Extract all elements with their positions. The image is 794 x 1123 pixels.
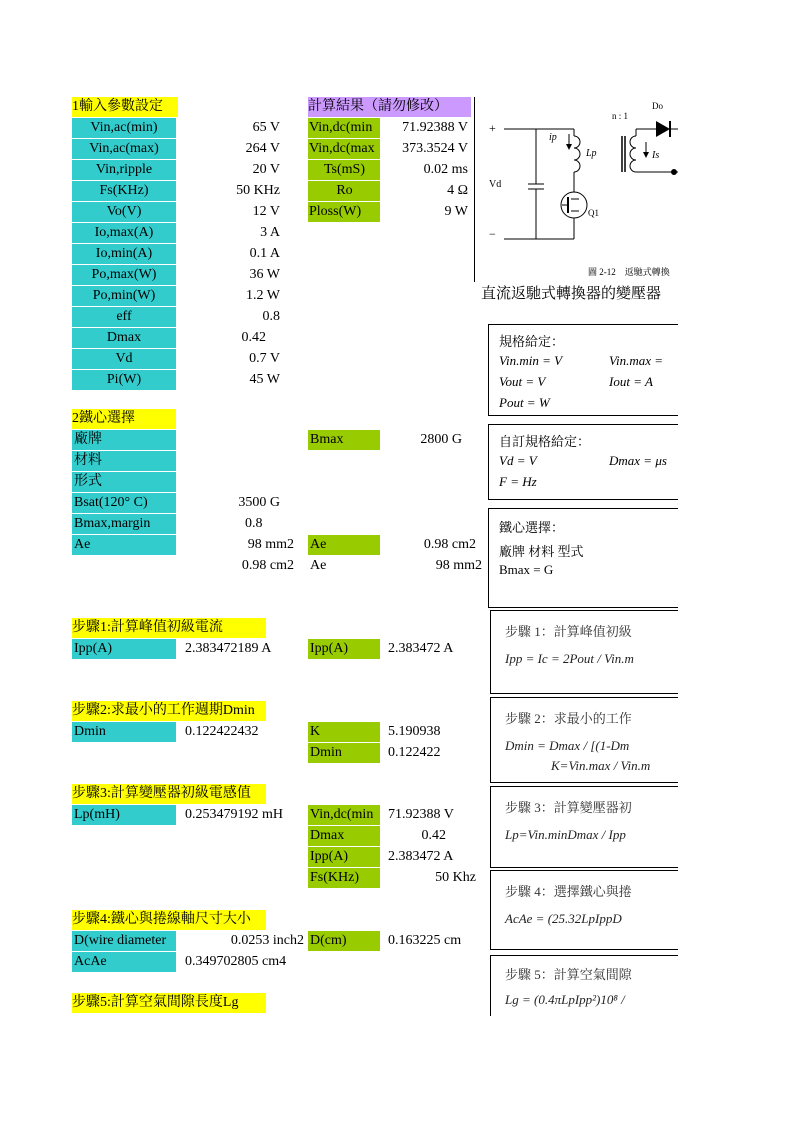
input-label: Po,max(W) xyxy=(72,265,176,285)
ip-label: ip xyxy=(549,132,557,143)
input-value[interactable]: 264 V xyxy=(245,141,280,156)
custom-spec-dmax: Dmax = μs xyxy=(609,453,667,468)
input-label: Vin,ac(min) xyxy=(72,118,176,138)
ae-value-cm2: 0.98 cm2 xyxy=(241,558,294,573)
dcm-label: D(cm) xyxy=(308,931,380,951)
bsat-value[interactable]: 3500 G xyxy=(238,495,280,510)
result-value: 373.3524 V xyxy=(402,141,468,156)
s3-vin-value: 71.92388 V xyxy=(388,807,454,822)
step5-formula: Lg = (0.4πLpIpp²)10⁸ / xyxy=(505,992,625,1007)
step5-formula-box xyxy=(490,955,690,1016)
step2-formula-head: 步驟 2：求最小的工作 xyxy=(505,711,632,726)
step2-title-text: 步驟2:求最小的工作週期Dmin xyxy=(72,703,255,718)
custom-spec-head: 自訂規格給定： xyxy=(499,434,591,449)
input-value[interactable]: 0.42 xyxy=(241,330,266,345)
result-value: 0.02 ms xyxy=(423,162,468,177)
input-label: Vo(V) xyxy=(72,202,176,222)
ratio-label: n : 1 xyxy=(612,111,629,121)
spec-box xyxy=(488,324,690,416)
bmax-label: Bmax xyxy=(308,430,380,450)
result-value: 4 Ω xyxy=(447,183,468,198)
core-select-box xyxy=(488,508,690,608)
result-label: Ro xyxy=(308,181,380,201)
ipp-label: Ipp(A) xyxy=(72,639,176,659)
section1-title: 1輸入參數設定 xyxy=(72,97,178,117)
custom-spec-box xyxy=(488,424,690,500)
input-label: Vd xyxy=(72,349,176,369)
dcm-value: 0.163225 cm xyxy=(388,933,462,948)
spec-vout: Vout = V xyxy=(499,374,546,389)
s3-ipp-label: Ipp(A) xyxy=(308,847,380,867)
figure-title: 直流返馳式轉換器的變壓器 xyxy=(481,286,662,302)
input-label: Po,min(W) xyxy=(72,286,176,306)
step3-formula: Lp=Vin.minDmax / Ipp xyxy=(505,827,626,842)
step3-title xyxy=(72,784,266,804)
step1-formula-head: 步驟 1：計算峰值初級 xyxy=(505,624,632,639)
flyback-circuit-diagram xyxy=(484,96,678,282)
material-label: 材料 xyxy=(72,451,176,471)
custom-spec-f: F = Hz xyxy=(499,474,537,489)
dmin-result-value: 0.122422 xyxy=(388,745,441,760)
step4-formula-head: 步驟 4：選擇鐵心與捲 xyxy=(505,884,632,899)
step4-formula-box xyxy=(490,870,690,950)
input-label: Pi(W) xyxy=(72,370,176,390)
custom-spec-vd: Vd = V xyxy=(499,453,537,468)
input-value[interactable]: 20 V xyxy=(252,162,280,177)
step3-formula-box xyxy=(490,786,690,868)
wire-diameter-value: 0.0253 inch2 xyxy=(230,933,304,948)
result-label: Ploss(W) xyxy=(308,202,380,222)
input-label: Vin,ac(max) xyxy=(72,139,176,159)
input-label: Io,min(A) xyxy=(72,244,176,264)
ae-result-label2: Ae xyxy=(310,558,327,573)
wire-diameter-label: D(wire diameter xyxy=(72,931,176,951)
acae-label: AcAe xyxy=(72,952,176,972)
step1-formula: Ipp = Ic = 2Pout / Vin.m xyxy=(505,651,634,666)
page-margin xyxy=(678,0,794,1123)
bmax-value: 2800 G xyxy=(420,432,462,447)
step4-title-text: 步驟4:鐵心與捲線軸尺寸大小 xyxy=(72,912,251,927)
dmin-value: 0.122422432 xyxy=(185,724,259,739)
vd-label: Vd xyxy=(489,179,502,190)
form-label: 形式 xyxy=(72,472,176,492)
dmin-label: Dmin xyxy=(72,722,176,742)
input-label: Dmax xyxy=(72,328,176,348)
input-value[interactable]: 12 V xyxy=(252,204,280,219)
section2-title: 2鐵心選擇 xyxy=(72,409,176,429)
step2-title xyxy=(72,701,266,721)
lp-label-fig: Lp xyxy=(586,148,597,159)
input-value[interactable]: 36 W xyxy=(249,267,280,282)
figure-caption: 圖 2-12 返馳式轉換 xyxy=(588,267,670,277)
input-label: Vin,ripple xyxy=(72,160,176,180)
s3-ipp-value: 2.383472 A xyxy=(388,849,454,864)
dmin-result-label: Dmin xyxy=(308,743,380,763)
result-label: Ts(mS) xyxy=(308,160,380,180)
step3-title-text: 步驟3:計算變壓器初級電感值 xyxy=(72,786,251,801)
spec-pout: Pout = W xyxy=(499,395,550,410)
result-label: Vin,dc(max xyxy=(308,139,380,159)
minus-sign: − xyxy=(489,227,496,241)
lp-value: 0.253479192 mH xyxy=(185,807,283,822)
input-value[interactable]: 0.8 xyxy=(262,309,280,324)
ae-result-value: 0.98 cm2 xyxy=(423,537,476,552)
ae-value-mm2[interactable]: 98 mm2 xyxy=(247,537,294,552)
core-select-row1: 廠牌 材料 型式 xyxy=(499,544,584,559)
q1-label: Q1 xyxy=(588,208,599,218)
input-value[interactable]: 1.2 W xyxy=(246,288,280,303)
step2-formula: Dmin = Dmax / [(1-Dm xyxy=(505,738,630,753)
input-value[interactable]: 65 V xyxy=(252,120,280,135)
step2-formula-box xyxy=(490,697,690,783)
k-value: 5.190938 xyxy=(388,724,441,739)
step4-formula: AcAe = (25.32LpIppD xyxy=(505,911,622,926)
ipp-result-value: 2.383472 A xyxy=(388,641,454,656)
bmax-margin-label: Bmax,margin xyxy=(72,514,176,534)
lp-label: Lp(mH) xyxy=(72,805,176,825)
input-label: Fs(KHz) xyxy=(72,181,176,201)
input-label: Io,max(A) xyxy=(72,223,176,243)
spec-vinmin: Vin.min = V xyxy=(499,353,563,368)
input-value[interactable]: 0.7 V xyxy=(249,351,280,366)
results-title: 計算結果（請勿修改） xyxy=(308,97,471,117)
k-label: K xyxy=(308,722,380,742)
s3-fs-value: 50 Khz xyxy=(435,870,476,885)
input-label: eff xyxy=(72,307,176,327)
step5-title: 步驟5:計算空氣間隙長度Lg xyxy=(72,993,266,1013)
step5-formula-head: 步驟 5：計算空氣間隙 xyxy=(505,967,632,982)
input-value[interactable]: 45 W xyxy=(249,372,280,387)
input-value[interactable]: 0.1 A xyxy=(249,246,280,261)
ipp-value: 2.383472189 A xyxy=(185,641,272,656)
step1-formula-box xyxy=(490,610,690,694)
s3-vin-label: Vin,dc(min xyxy=(308,805,380,825)
step2-formula-k: K=Vin.max / Vin.m xyxy=(551,758,651,773)
ae-result-label: Ae xyxy=(308,535,380,555)
result-value: 71.92388 V xyxy=(402,120,468,135)
result-label: Vin,dc(min xyxy=(308,118,380,138)
acae-value: 0.349702805 cm4 xyxy=(185,954,287,969)
step4-title xyxy=(72,910,266,930)
step1-title: 步驟1:計算峰值初級電流 xyxy=(72,618,266,638)
bmax-margin-value[interactable]: 0.8 xyxy=(245,516,263,531)
core-select-head: 鐵心選擇： xyxy=(499,520,565,535)
ae-result-value2: 98 mm2 xyxy=(435,558,482,573)
s3-dmax-value: 0.42 xyxy=(421,828,446,843)
do-label: Do xyxy=(652,101,663,111)
s3-fs-label: Fs(KHz) xyxy=(308,868,380,888)
step3-formula-head: 步驟 3：計算變壓器初 xyxy=(505,800,632,815)
core-select-row2: Bmax = G xyxy=(499,562,554,577)
result-value: 9 W xyxy=(444,204,468,219)
spec-head: 規格給定： xyxy=(499,334,565,349)
divider-line xyxy=(474,97,475,282)
s3-dmax-label: Dmax xyxy=(308,826,380,846)
plus-sign: + xyxy=(489,121,496,135)
spec-vinmax: Vin.max = xyxy=(609,353,664,368)
bsat-label: Bsat(120° C) xyxy=(72,493,176,513)
brand-label: 廠牌 xyxy=(72,430,176,450)
spec-iout: Iout = A xyxy=(609,374,653,389)
input-value[interactable]: 50 KHz xyxy=(236,183,280,198)
is-label: Is xyxy=(652,150,660,161)
input-value[interactable]: 3 A xyxy=(260,225,280,240)
ipp-result-label: Ipp(A) xyxy=(308,639,380,659)
ae-label: Ae xyxy=(72,535,176,555)
